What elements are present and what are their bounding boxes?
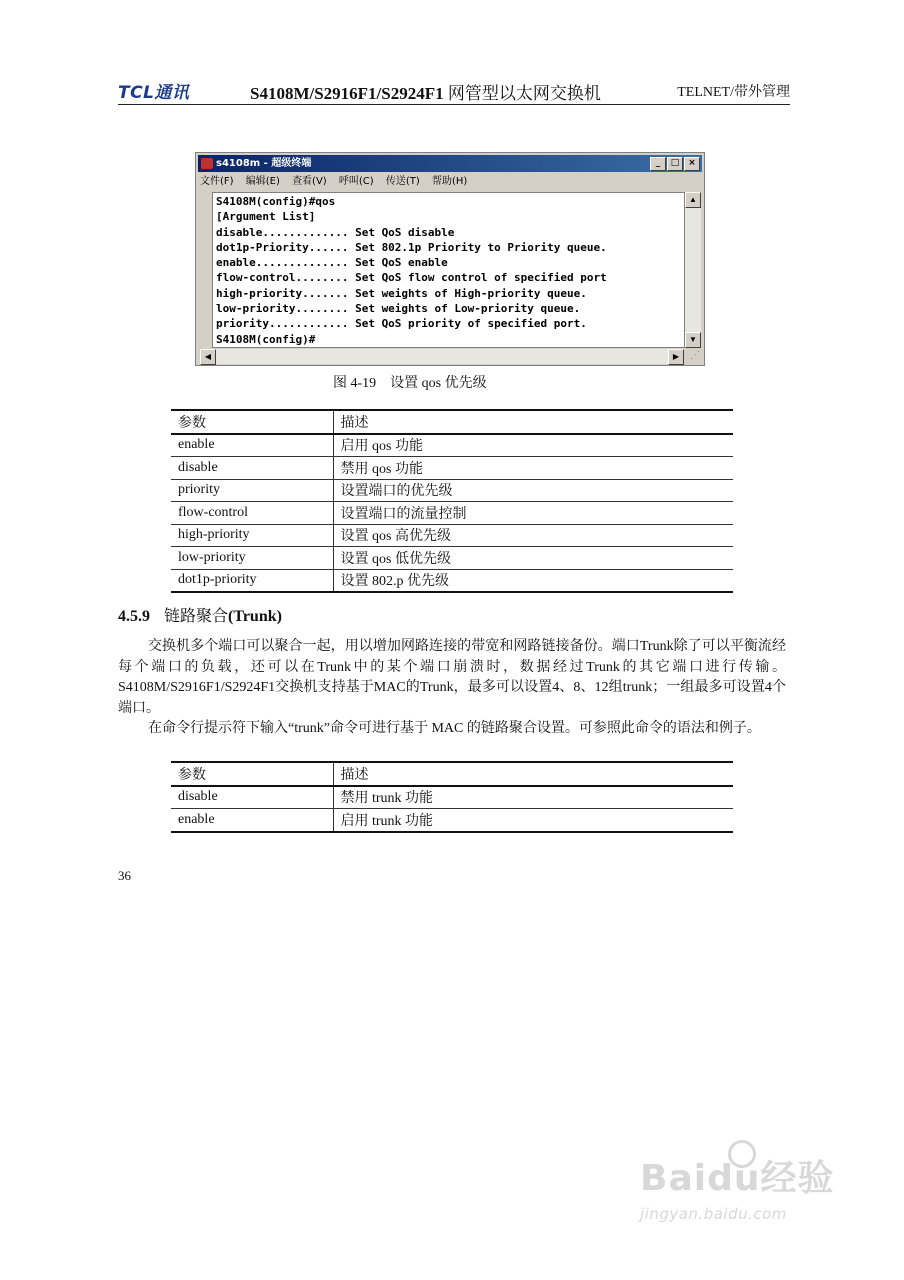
terminal-line: high-priority....... Set weights of High-priority queue. [216, 286, 587, 300]
menu-view[interactable]: 查看(V) [292, 176, 327, 187]
section-title-en: (Trunk) [228, 608, 282, 625]
param-cell: disable [171, 457, 333, 480]
table-row [171, 434, 733, 457]
section-title-cn: 链路聚合 [164, 608, 229, 625]
table-row [171, 547, 733, 570]
table-row [171, 502, 733, 525]
table-row [171, 569, 733, 592]
page-number: 36 [118, 868, 131, 883]
description-cell: 禁用 trunk 功能 [333, 786, 733, 809]
menu-edit[interactable]: 编辑(E) [245, 176, 280, 187]
window-title: s4108m - 超级终端 [216, 158, 312, 169]
terminal-line: dot1p-Priority...... Set 802.1p Priority to Priority queue. [216, 240, 607, 254]
column-header: 描述 [333, 410, 733, 434]
section-number: 4.5.9 [118, 608, 150, 625]
trunk-parameter-table [171, 761, 733, 833]
scroll-up-icon[interactable]: ▲ [685, 192, 701, 208]
body-paragraph: 在命令行提示符下输入“trunk”命令可进行基于 MAC 的链路聚合设置。可参照此命令的语法和例子。 [148, 721, 761, 736]
description-cell: 设置端口的流量控制 [333, 502, 733, 525]
menu-call[interactable]: 呼叫(C) [338, 176, 374, 187]
description-cell: 设置 qos 高优先级 [333, 524, 733, 547]
table-row [171, 786, 733, 809]
terminal-output[interactable] [212, 192, 685, 348]
param-cell: enable [171, 809, 333, 832]
hyperterminal-icon [201, 158, 213, 169]
vertical-scrollbar[interactable] [685, 192, 701, 348]
description-cell: 设置 802.p 优先级 [333, 569, 733, 592]
param-cell: flow-control [171, 502, 333, 525]
minimize-button[interactable]: _ [650, 157, 666, 171]
table-row [171, 524, 733, 547]
title-cn: 网管型以太网交换机 [447, 84, 601, 103]
table-row [171, 809, 733, 832]
window-titlebar [198, 155, 702, 172]
menu-file[interactable]: 文件(F) [200, 176, 234, 187]
terminal-line: low-priority........ Set weights of Low-priority queue. [216, 302, 581, 316]
resize-grip-icon[interactable]: ⋰ [690, 350, 700, 361]
scroll-left-icon[interactable]: ◀ [200, 349, 216, 365]
horizontal-scrollbar[interactable] [200, 349, 684, 364]
param-cell: priority [171, 479, 333, 502]
table-row [171, 479, 733, 502]
page-header [118, 76, 790, 105]
param-cell: dot1p-priority [171, 569, 333, 592]
column-header: 参数 [171, 410, 333, 434]
menu-help[interactable]: 帮助(H) [432, 176, 468, 187]
terminal-window [195, 152, 705, 366]
maximize-button[interactable]: □ [667, 157, 683, 171]
table-row [171, 457, 733, 480]
tcl-logo: TCL通讯 [118, 83, 190, 103]
param-cell: enable [171, 434, 333, 457]
paw-icon [728, 1140, 756, 1168]
param-cell: high-priority [171, 524, 333, 547]
terminal-line: flow-control........ Set QoS flow control of specified port [216, 271, 607, 285]
document-title [250, 79, 601, 104]
description-cell: 启用 trunk 功能 [333, 809, 733, 832]
watermark-main: Baidu经验 [640, 1158, 835, 1199]
terminal-line: priority............ Set QoS priority of specified port. [216, 317, 587, 331]
param-cell: disable [171, 786, 333, 809]
description-cell: 禁用 qos 功能 [333, 457, 733, 480]
close-button[interactable]: × [684, 157, 700, 171]
window-controls [649, 157, 700, 174]
menu-transfer[interactable]: 传送(T) [385, 176, 420, 187]
description-cell: 启用 qos 功能 [333, 434, 733, 457]
title-model: S4108M/S2916F1/S2924F1 [250, 84, 444, 103]
body-paragraph: 交换机多个端口可以聚合一起，用以增加网路连接的带宽和网路链接备份。端口Trunk除了可以平衡流经每个端口的负载，还可以在Trunk中的某个端口崩溃时，数据经过Trunk的其它端口进行传输。S4108M/S2916F1/S2924F1交换机支持基于MAC的Trunk，最多可以设置4、8、12组trunk；一组最多可设置4个端口。 [118, 639, 786, 716]
description-cell: 设置 qos 低优先级 [333, 547, 733, 570]
scroll-down-icon[interactable]: ▼ [685, 332, 701, 348]
header-section: TELNET/带外管理 [677, 85, 790, 100]
column-header: 参数 [171, 762, 333, 786]
section-heading [118, 603, 282, 626]
table-header-row [171, 410, 733, 434]
terminal-line: [Argument List] [216, 210, 316, 224]
baidu-watermark [640, 1150, 850, 1250]
watermark-url: jingyan.baidu.com [640, 1205, 787, 1223]
terminal-line: disable............. Set QoS disable [216, 225, 455, 239]
description-cell: 设置端口的优先级 [333, 479, 733, 502]
scroll-right-icon[interactable]: ▶ [668, 349, 684, 365]
menu-bar [200, 174, 476, 190]
qos-parameter-table [171, 409, 733, 593]
terminal-line: S4108M(config)#qos [216, 195, 336, 208]
param-cell: low-priority [171, 547, 333, 570]
terminal-line: enable.............. Set QoS enable [216, 256, 448, 270]
column-header: 描述 [333, 762, 733, 786]
terminal-line: S4108M(config)# [216, 332, 316, 346]
table-header-row [171, 762, 733, 786]
figure-caption: 图 4-19 设置 qos 优先级 [333, 376, 487, 391]
